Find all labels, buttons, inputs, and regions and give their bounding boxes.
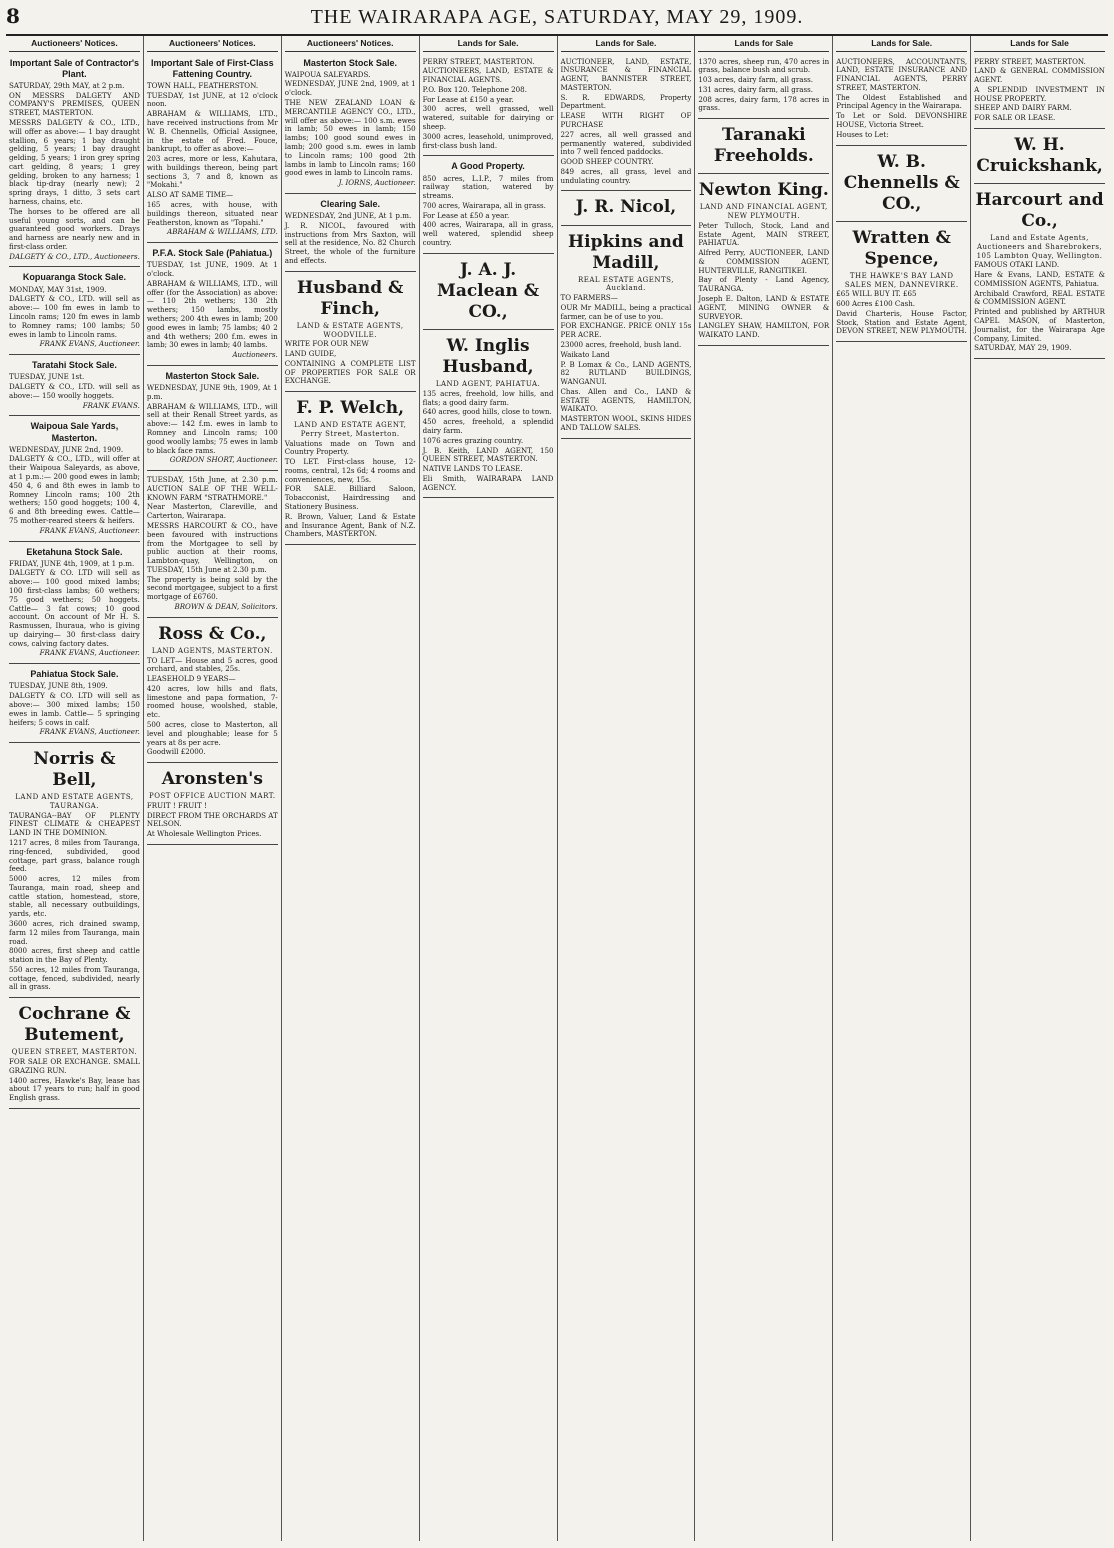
- notice-text: GOOD SHEEP COUNTRY.: [560, 157, 654, 167]
- notice: [147, 55, 278, 244]
- feature-text: 420 acres, low hills and flats, limestone and papa formation, 7-roomed house, woolshed, stable, etc.: [146, 683, 278, 720]
- notice-text: SHEEP AND DAIRY FARM.: [974, 103, 1072, 113]
- notice: [9, 269, 140, 355]
- notice-text: The horses to be offered are all useful young sorts, and can be guaranteed good workers. Drays and harness are nearly new and in first-class order.: [9, 206, 140, 251]
- feature-text: FOR EXCHANGE. PRICE ONLY 15s PER ACRE.: [560, 321, 692, 340]
- page-number: 8: [6, 4, 20, 28]
- feature-text: 1400 acres, Hawke's Bay, lease has about 17 years to run; half in good English grass.: [9, 1075, 140, 1103]
- notice: [285, 55, 416, 194]
- notice-heading: Taratahi Stock Sale.: [32, 360, 117, 371]
- notice: [147, 368, 278, 471]
- feature-text: Waikato Land: [560, 349, 610, 359]
- column-header: Auctioneers' Notices.: [9, 38, 140, 52]
- feature-text: LEASEHOLD 9 YEARS—: [146, 674, 236, 684]
- notice-text: MONDAY, MAY 31st, 1909.: [9, 284, 107, 294]
- feature-text: P. B Lomax & Co., LAND AGENTS, 82 RUTLAND BUILDINGS, WANGANUI.: [560, 359, 692, 387]
- column-3: [282, 36, 420, 1541]
- feature-ad-2: [9, 1000, 140, 1109]
- notice-heading: A Good Property.: [451, 161, 525, 172]
- feature-text: DIRECT FROM THE ORCHARDS AT NELSON.: [146, 810, 278, 829]
- feature-text: 550 acres, 12 miles from Tauranga, cottage, fenced, subdivided, nearly all in grass.: [9, 964, 140, 992]
- notice-text: P.O. Box 120. Telephone 208.: [422, 84, 527, 94]
- notice-text: 1370 acres, sheep run, 470 acres in grass, balance bush and scrub.: [698, 56, 830, 75]
- notice-text: 131 acres, dairy farm, all grass.: [698, 84, 814, 94]
- agent-name: J. A. J. Maclean & CO.,: [437, 259, 540, 322]
- notice-text: TUESDAY, JUNE 1st.: [9, 372, 85, 382]
- feature-text: Alfred Perry, AUCTIONEER, LAND & COMMISSION AGENT, HUNTERVILLE, RANGITIKEI.: [698, 248, 830, 275]
- agent-name: Newton King.: [698, 180, 829, 201]
- notice: [9, 544, 140, 665]
- feature-text: 500 acres, close to Masterton, all level and ploughable; lease for 5 years at 8s per acre.: [146, 720, 278, 747]
- notice-text: 849 acres, all grass, level and undulating country.: [560, 166, 692, 185]
- feature-ad: [974, 131, 1105, 184]
- notice-text: 208 acres, dairy farm, 178 acres in grass.: [698, 94, 830, 113]
- feature-text: 1076 acres grazing country.: [422, 435, 524, 445]
- column-5: [558, 36, 696, 1541]
- agent-name: W. B. Chennells & CO.,: [843, 151, 960, 214]
- notice-text: WEDNESDAY, 2nd JUNE, At 1 p.m.: [284, 211, 412, 220]
- notice-text: 400 acres, Wairarapa, all in grass, well watered, splendid sheep country.: [422, 220, 554, 247]
- column-header: Lands for Sale.: [423, 38, 554, 52]
- notice-text: AUCTIONEERS, LAND, ESTATE & FINANCIAL AGENTS.: [422, 66, 554, 85]
- notice-text: DALGETY & CO. LTD will sell as above:— 100 good mixed lambs; 100 first-class lambs; 60 wethers; 75 good wethers; 50 hoggets. Cattle— 3 fat cows; 10 good account. On account of Mr H. S. Rasmussen, Ihuraua, who is giving up dairying— 30 first-class dairy cows, calving factory dates.: [9, 568, 140, 648]
- feature-text: TO FARMERS—: [560, 293, 618, 303]
- notice-heading: Eketahuna Stock Sale.: [26, 546, 123, 557]
- notice-text: TUESDAY, 1st JUNE, 1909. At 1 o'clock.: [146, 260, 278, 279]
- feature-text: OUR Mr MADILL, being a practical farmer, can be of use to you.: [560, 302, 692, 321]
- notice-heading: Kopuaranga Stock Sale.: [22, 272, 126, 283]
- notice-text: TUESDAY, 15th June, at 2.30 p.m. AUCTION SALE OF THE WELL-KNOWN FARM "STRATHMORE.": [146, 475, 278, 502]
- notice-text: DALGETY & CO., LTD. will sell as above:— 100 fm ewes in lamb to Lincoln rams; 120 fm ewes in lamb to Romney rams; 100 lambs; 50 ewes in lamb to Lincoln rams.: [9, 294, 140, 339]
- notice-signature: FRANK EVANS, Auctioneer.: [39, 727, 140, 737]
- notice-text: 203 acres, more or less, Kahutara, with buildings thereon, being part sections 3, 7 and 8, known as "Mokahi.": [146, 154, 278, 190]
- feature-text: £65 WILL BUY IT. £65: [836, 289, 917, 299]
- notice-heading: Waipoua Sale Yards, Masterton.: [30, 421, 119, 443]
- notice-text: 227 acres, all well grassed and permanently watered, subdivided into 7 well fenced paddocks.: [560, 129, 692, 157]
- notice-signature: Auctioneers.: [232, 350, 278, 360]
- notice-text: Near Masterton, Clareville, and Carterton, Wairarapa.: [146, 502, 278, 521]
- feature-ad: [836, 148, 967, 222]
- notice-text: PERRY STREET, MASTERTON.: [974, 56, 1086, 66]
- agent-subtitle: POST OFFICE AUCTION MART.: [149, 792, 276, 801]
- notice-text: DALGETY & CO. LTD will sell as above:— 300 mixed lambs; 150 ewes in lamb. Cattle— 5 springing heifers; 5 cows in calf.: [9, 691, 140, 727]
- notice-text: MESSRS HARCOURT & CO., have been favoured with instructions from the Mortgagee to sell by public auction at their rooms, Lambton-quay, Wellington, on TUESDAY, 15th June at 2.30 p.m.: [146, 520, 278, 574]
- notice: [836, 55, 967, 146]
- agent-name: Cochrane & Butement,: [18, 1004, 131, 1046]
- notice-heading: Masterton Stock Sale.: [303, 57, 397, 68]
- notice: [423, 158, 554, 253]
- notice-signature: ABRAHAM & WILLIAMS, LTD.: [167, 227, 278, 237]
- masthead: [6, 4, 1108, 36]
- agent-subtitle: LAND AND FINANCIAL AGENT, NEW PLYMOUTH.: [699, 203, 828, 221]
- notice-text: To Let or Sold. DEVONSHIRE HOUSE, Victoria Street.: [836, 111, 968, 129]
- feature-text: Valuations made on Town and Country Property.: [284, 438, 416, 457]
- notice-text: AUCTIONEER, LAND, ESTATE, INSURANCE & FINANCIAL AGENT, BANNISTER STREET, MASTERTON.: [560, 56, 692, 92]
- notice-text: ABRAHAM & WILLIAMS, LTD., have received instructions from Mr W. B. Chennells, Official Assignee, in the estate of Fred. Fouce, bankrupt, to offer as above:—: [146, 109, 278, 154]
- notice-text: For Lease at £150 a year.: [422, 94, 514, 104]
- agent-subtitle: REAL ESTATE AGENTS, Auckland.: [577, 275, 674, 293]
- column-header: Auctioneers' Notices.: [147, 38, 278, 52]
- feature-text: 600 Acres £100 Cash.: [836, 299, 916, 309]
- notice-text: PERRY STREET, MASTERTON.: [422, 56, 535, 66]
- notice: [285, 196, 416, 272]
- agent-name: Hipkins and Madill,: [568, 231, 684, 273]
- column-header: Lands for Sale.: [836, 38, 967, 52]
- notice-text: TUESDAY, JUNE 8th, 1909.: [9, 681, 108, 691]
- notice-text: THE NEW ZEALAND LOAN & MERCANTILE AGENCY CO., LTD., will offer as above:— 100 s.m. ewes in lamb; 50 ewes in lamb; 150 lambs; 100 good sound ewes in lamb; 200 good s.m. ewes in lamb to Lincoln rams; 100 good 2th lambs in lamb to Lincoln rams; 160 good ewes in lamb to Lincoln rams.: [284, 98, 416, 178]
- notice-text: ON MESSRS DALGETY AND COMPANY'S PREMISES, QUEEN STREET, MASTERTON.: [9, 90, 140, 118]
- feature-text: 23000 acres, freehold, bush land.: [560, 339, 682, 349]
- column-header: Lands for Sale: [974, 38, 1105, 52]
- notice: [147, 245, 278, 366]
- agent-subtitle: LAND AGENTS, MASTERTON.: [151, 646, 273, 655]
- feature-ad-2: [698, 176, 829, 346]
- notice-text: WAIPOUA SALEYARDS.: [284, 69, 371, 79]
- columns: [6, 36, 1108, 1541]
- notice-signature: FRANK EVANS, Auctioneer.: [39, 648, 140, 658]
- notice-text: For Lease at £50 a year.: [422, 210, 510, 220]
- notice-text: 165 acres, with house, with buildings thereon, situated near Featherston, known as "Topahi.": [146, 200, 278, 227]
- notice: [9, 357, 140, 416]
- feature-text: 640 acres, good hills, close to town.: [422, 407, 552, 417]
- feature-text: TO LET. First-class house, 12-rooms, central, 12s 6d; 4 rooms and conveniences, new, 15s.: [284, 457, 416, 484]
- feature-ad-2: [147, 765, 278, 845]
- column-1: [6, 36, 144, 1541]
- notice-heading: Masterton Stock Sale.: [165, 370, 260, 381]
- notice-heading: Important Sale of Contractor's Plant.: [9, 57, 140, 79]
- agent-subtitle: LAND AGENT, PAHIATUA.: [435, 380, 541, 389]
- feature-ad: [147, 620, 278, 763]
- column-header: Auctioneers' Notices.: [285, 38, 416, 52]
- notice-signature: BROWN & DEAN, Solicitors.: [174, 602, 278, 611]
- feature-text: Eli Smith, WAIRARAPA LAND AGENCY.: [422, 473, 554, 492]
- column-7: [833, 36, 971, 1541]
- feature-text: SATURDAY, MAY 29, 1909.: [974, 343, 1072, 353]
- notice-text: WEDNESDAY, JUNE 2nd, 1909.: [9, 444, 124, 454]
- notice-signature: GORDON SHORT, Auctioneer.: [169, 455, 278, 465]
- feature-text: FOR SALE. Billiard Saloon, Tobacconist, Hairdressing and Stationery Business.: [284, 484, 416, 511]
- notice-text: ABRAHAM & WILLIAMS, LTD., will offer (for the Association) as above:— 110 2th wethers; 130 2th wethers; 150 lambs, mostly wethers; 200 4th ewes in lamb; 200 good ewes in lamb; 75 lambs; 40 2 and 4th wethers; 200 f.m. ewes in lamb; 30 ewes in lamb; 40 lambs.: [146, 278, 278, 350]
- agent-subtitle: LAND AND ESTATE AGENTS, TAURANGA.: [15, 793, 134, 810]
- column-4: [420, 36, 558, 1541]
- feature-text: CONTAINING A COMPLETE LIST OF PROPERTIES FOR SALE OR EXCHANGE.: [284, 358, 416, 386]
- notice-text: ALSO AT SAME TIME—: [146, 190, 234, 200]
- feature-ad: [9, 745, 140, 998]
- agent-name: Norris & Bell,: [33, 749, 116, 791]
- notice: [561, 55, 692, 192]
- feature-text: Peter Tulloch, Stock, Land and Estate Agent, MAIN STREET, PAHIATUA.: [698, 220, 830, 248]
- feature-text: WRITE FOR OUR NEW: [284, 339, 369, 349]
- feature-text: 8000 acres, first sheep and cattle station in the Bay of Plenty.: [9, 946, 140, 965]
- feature-text: Archibald Crawford, REAL ESTATE & COMMISSION AGENT.: [974, 288, 1105, 307]
- notice-text: WEDNESDAY, JUNE 9th, 1909, At 1 p.m.: [146, 383, 278, 401]
- agent-name: Aronsten's: [161, 769, 263, 790]
- agent-subtitle: THE HAWKE'S BAY LAND SALES MEN, DANNEVIRKE.: [844, 271, 959, 289]
- feature-text: TO LET— House and 5 acres, good orchard, and stables, 25s.: [146, 655, 278, 674]
- notice-text: FRIDAY, JUNE 4th, 1909, at 1 p.m.: [9, 558, 135, 568]
- notice-text: A SPLENDID INVESTMENT IN HOUSE PROPERTY.: [974, 84, 1105, 103]
- feature-ad: [285, 274, 416, 392]
- feature-ad-2: [974, 186, 1105, 359]
- notice-heading: Clearing Sale.: [320, 198, 380, 209]
- newspaper-title: THE WAIRARAPA AGE, SATURDAY, MAY 29, 1909.: [310, 6, 804, 28]
- notice: [9, 55, 140, 268]
- feature-text: FOR SALE OR EXCHANGE. SMALL GRAZING RUN.: [9, 1057, 140, 1075]
- feature-ad-2: [285, 394, 416, 545]
- notice-text: 700 acres, Wairarapa, all in grass.: [422, 200, 546, 210]
- notice-text: TOWN HALL, FEATHERSTON.: [146, 80, 259, 90]
- feature-text: 3600 acres, rich drained swamp, farm 12 miles from Tauranga, main road.: [9, 918, 140, 946]
- feature-text: FRUIT ! FRUIT !: [146, 800, 207, 810]
- agent-name: Harcourt and Co.,: [975, 190, 1104, 232]
- agent-name: W. Inglis Husband,: [442, 335, 534, 378]
- notice-text: LAND & GENERAL COMMISSION AGENT.: [974, 66, 1105, 85]
- feature-ad-2: [836, 224, 967, 342]
- feature-ad-2: [561, 228, 692, 439]
- notice-text: TUESDAY, 1st JUNE, at 12 o'clock noon.: [146, 90, 278, 109]
- feature-text: MASTERTON WOOL, SKINS HIDES AND TALLOW SALES.: [560, 414, 692, 432]
- agent-name: Wratten & Spence,: [852, 227, 951, 269]
- feature-text: TAURANGA--BAY OF PLENTY FINEST CLIMATE & CHEAPEST LAND IN THE DOMINION.: [9, 810, 140, 838]
- notice-text: 103 acres, dairy farm, all grass.: [698, 75, 814, 85]
- notice-text: 3000 acres, leasehold, unimproved, first-class bush land.: [422, 131, 554, 150]
- notice-text: DALGETY & CO., LTD. will sell as above:— 150 woolly hoggets.: [9, 382, 140, 400]
- notice: [698, 55, 829, 120]
- notice-text: AUCTIONEERS, ACCOUNTANTS, LAND, ESTATE INSURANCE AND FINANCIAL AGENTS, PERRY STREET, MASTERTON.: [836, 56, 968, 92]
- agent-subtitle: LAND AND ESTATE AGENT, Perry Street, Masterton.: [294, 421, 407, 438]
- feature-text: Hare & Evans, LAND, ESTATE & COMMISSION AGENTS, Pahiatua.: [974, 270, 1105, 288]
- feature-text: LAND GUIDE,: [284, 348, 337, 358]
- notice-text: SATURDAY, 29th MAY, at 2 p.m.: [9, 80, 125, 90]
- agent-subtitle: LAND & ESTATE AGENTS, WOODVILLE.: [296, 321, 404, 339]
- feature-text: At Wholesale Wellington Prices.: [146, 829, 262, 839]
- feature-ad-2: [423, 332, 554, 498]
- notice-text: ABRAHAM & WILLIAMS, LTD., will sell at their Renall Street yards, as above:— 142 f.m. ewes in lamb to Romney and Lincoln rams; 100 good woolly lambs; 75 ewes in lamb to black face rams.: [146, 401, 278, 455]
- notice: [9, 666, 140, 743]
- feature-text: Bay of Plenty - Land Agency, TAURANGA.: [698, 275, 830, 294]
- notice: [974, 55, 1105, 129]
- feature-text: LANGLEY SHAW, HAMILTON, FOR WAIKATO LAND.: [698, 321, 830, 340]
- notice-text: DALGETY & CO., LTD., will offer at their Waipoua Saleyards, as above, at 1 p.m.:— 200 good ewes in lamb; 450 4, 6 and 8th ewes in lamb to Romney Lincoln rams; 100 2th wethers; 150 good hoggets; 100 4, 6 and 8th breeding ewes. Cattle— 75 mother-reared steers & heifers.: [9, 454, 140, 525]
- feature-text: Goodwill £2000.: [146, 747, 206, 757]
- column-6: [695, 36, 833, 1541]
- notice-text: S. R. EDWARDS, Property Department.: [560, 92, 692, 111]
- agent-name: Taranaki Freeholds.: [713, 125, 814, 167]
- feature-text: 135 acres, freehold, low hills, and flats; a good dairy farm.: [422, 388, 554, 407]
- notice-text: The property is being sold by the second mortgagee, subject to a first mortgage of £6760.: [146, 574, 278, 602]
- notice-heading: Important Sale of First-Class Fattening Country.: [151, 57, 274, 79]
- notice-text: FOR SALE OR LEASE.: [974, 113, 1056, 123]
- notice-text: J. R. NICOL, favoured with instructions from Mrs Saxton, will sell at the residence, No. 82 Church Street, the whole of the furniture and effects.: [284, 220, 416, 265]
- agent-subtitle: QUEEN STREET, MASTERTON.: [11, 1048, 138, 1057]
- column-8: [971, 36, 1108, 1541]
- feature-text: 5000 acres, 12 miles from Tauranga, main road, sheep and cattle station, homestead, store, stable, all necessary outbuildings, yards, etc.: [9, 874, 140, 919]
- notice-signature: FRANK EVANS, Auctioneer.: [39, 525, 140, 535]
- feature-text: J. B. Keith, LAND AGENT, 150 QUEEN STREET, MASTERTON.: [422, 445, 554, 464]
- notice-text: Houses to Let:: [836, 129, 889, 139]
- notice-text: MESSRS DALGETY & CO., LTD., will offer as above:— 1 bay draught stallion, 6 years; 1 bay draught gelding, 5 years; 1 bay draught gelding, 5 years; 1 iron grey spring cart gelding, 8 years; 1 grey gelding, broken to any harness; 1 black tip-dray (nearly new); 2 spring drays, 1 ditto, 3 sets cart harness, chains, etc.: [9, 117, 140, 206]
- notice-text: WEDNESDAY, JUNE 2nd, 1909, at 1 o'clock.: [284, 79, 416, 98]
- agent-subtitle: Land and Estate Agents, Auctioneers and Sharebrokers, 105 Lambton Quay, Wellington.: [976, 234, 1103, 260]
- feature-text: R. Brown, Valuer, Land & Estate and Insurance Agent, Bank of N.Z. Chambers, MASTERTON.: [284, 511, 416, 539]
- feature-text: FAMOUS OTAKI LAND.: [974, 260, 1060, 270]
- feature-text: Joseph E. Dalton, LAND & ESTATE AGENT, MINING OWNER & SURVEYOR.: [698, 294, 830, 321]
- notice-heading: P.F.A. Stock Sale (Pahiatua.): [152, 248, 273, 259]
- column-2: [144, 36, 282, 1541]
- column-header: Lands for Sale.: [561, 38, 692, 52]
- notice-text: LEASE WITH RIGHT OF PURCHASE: [560, 111, 692, 129]
- feature-text: Printed and published by ARTHUR CAPEL MASON, of Masterton, Journalist, for the Wairarapa Age Company, Limited.: [974, 307, 1105, 343]
- feature-text: David Charteris, House Factor, Stock, Station and Estate Agent, DEVON STREET, NEW PLYMOUTH.: [836, 308, 968, 336]
- feature-ad: [698, 121, 829, 174]
- agent-name: F. P. Welch,: [296, 398, 404, 419]
- feature-ad: [423, 256, 554, 330]
- feature-text: NATIVE LANDS TO LEASE.: [422, 464, 523, 474]
- agent-name: Ross & Co.,: [158, 623, 267, 644]
- agent-name: Husband & Finch,: [296, 277, 404, 319]
- feature-text: 1217 acres, 8 miles from Tauranga, ring-fenced, subdivided, good cottage, part grass, balance rough feed.: [9, 837, 140, 874]
- notice: [9, 418, 140, 541]
- notice-text: 300 acres, well grassed, well watered, suitable for dairying or sheep.: [422, 104, 554, 131]
- notice-signature: FRANK EVANS.: [82, 400, 140, 410]
- feature-text: 450 acres, freehold, a splendid dairy farm.: [422, 417, 554, 435]
- column-header: Lands for Sale: [698, 38, 829, 52]
- feature-text: Chas. Allen and Co., LAND & ESTATE AGENTS, HAMILTON, WAIKATO.: [560, 386, 692, 414]
- notice: [147, 473, 278, 618]
- notice-heading: Pahiatua Stock Sale.: [30, 669, 119, 680]
- agent-name: J. R. Nicol,: [575, 197, 677, 218]
- notice-text: 850 acres, L.I.P., 7 miles from railway station, watered by streams.: [422, 173, 554, 201]
- notice-signature: J. IORNS, Auctioneer.: [338, 178, 416, 188]
- feature-ad: [561, 193, 692, 225]
- notice-signature: DALGETY & CO., LTD., Auctioneers.: [9, 251, 140, 261]
- agent-name: W. H. Cruickshank,: [976, 135, 1103, 177]
- notice: [423, 55, 554, 157]
- notice-text: The Oldest Established and Principal Agency in the Wairarapa.: [836, 92, 968, 111]
- notice-signature: FRANK EVANS, Auctioneer.: [39, 339, 140, 349]
